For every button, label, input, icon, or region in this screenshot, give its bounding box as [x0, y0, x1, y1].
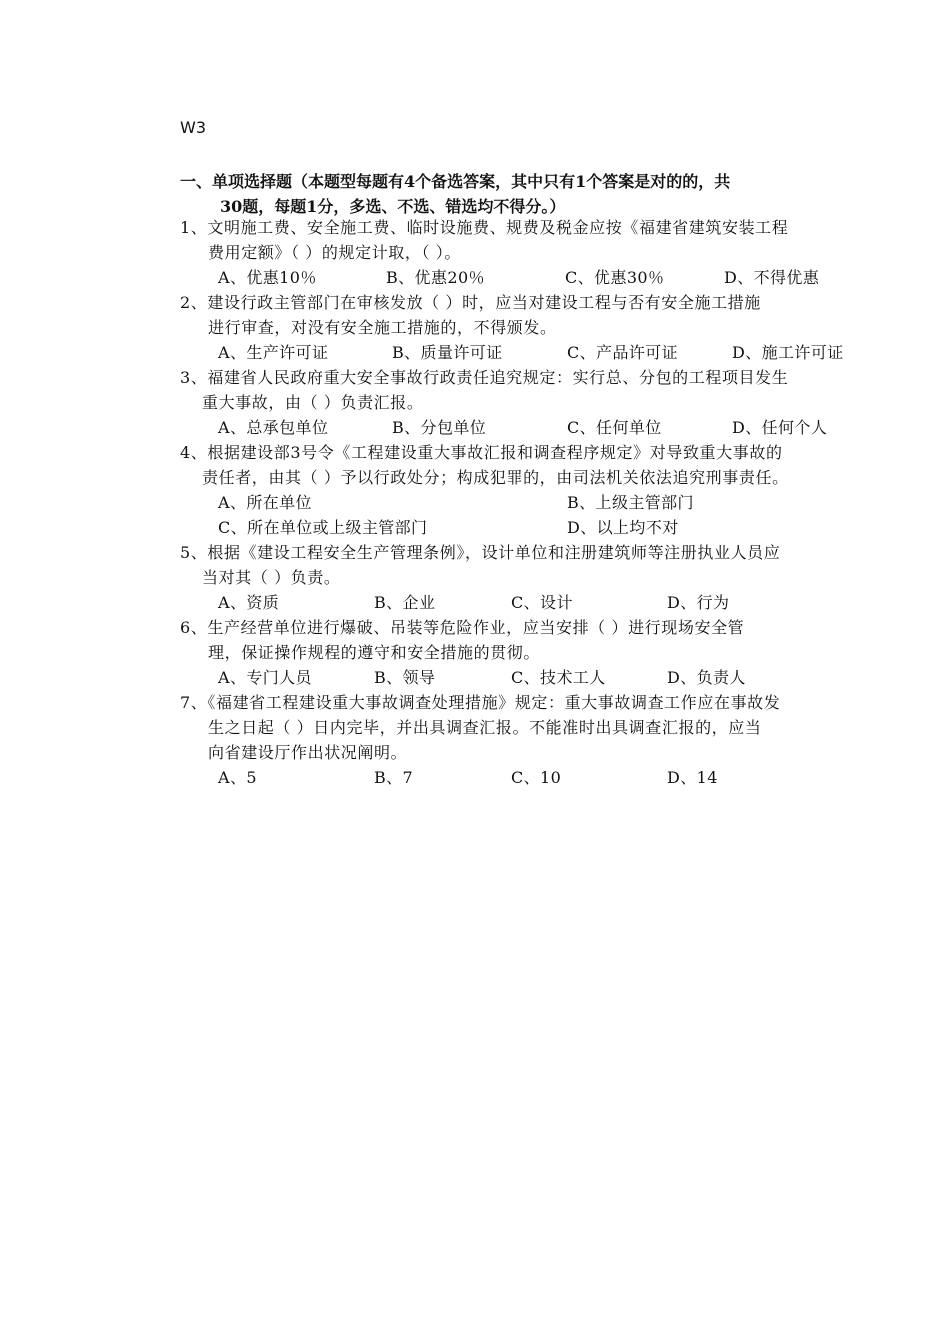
question-text: 责任者，由其（ ）予以行政处分；构成犯罪的，由司法机关依法追究刑事责任。: [202, 468, 789, 487]
option-row: [180, 765, 870, 790]
question-text: 理，保证操作规程的遵守和安全措施的贯彻。: [208, 643, 541, 662]
option-c: C、所在单位或上级主管部门: [218, 518, 428, 537]
question-text: 3、福建省人民政府重大安全事故行政责任追究规定：实行总、分包的工程项目发生: [180, 368, 789, 387]
option-b: B、质量许可证: [392, 343, 503, 362]
option-d: D、以上均不对: [567, 518, 679, 537]
question-text: 向省建设厅作出状况阐明。: [208, 743, 408, 762]
option-row: [180, 340, 870, 365]
question-5: [180, 540, 870, 615]
section-heading-line-2: 30题，每题1分，多选、不选、错选均不得分。）: [220, 197, 566, 216]
option-b: B、上级主管部门: [567, 493, 694, 512]
option-c: C、10: [511, 768, 562, 787]
option-c: C、优惠30％: [565, 268, 665, 287]
question-7: [180, 690, 870, 790]
option-d: D、行为: [667, 593, 730, 612]
option-d: D、负责人: [667, 668, 746, 687]
option-d: D、施工许可证: [732, 343, 844, 362]
question-3: [180, 365, 870, 440]
question-text: 6、生产经营单位进行爆破、吊装等危险作业，应当安排（ ）进行现场安全管: [180, 618, 745, 637]
option-b: B、分包单位: [392, 418, 487, 437]
option-d: D、不得优惠: [724, 268, 820, 287]
option-a: A、5: [218, 768, 257, 787]
question-text: 生之日起（ ）日内完毕，并出具调查汇报。不能准时出具调查汇报的，应当: [208, 718, 762, 737]
option-a: A、专门人员: [218, 668, 312, 687]
question-text: 重大事故，由（ ）负责汇报。: [202, 393, 424, 412]
option-a: A、所在单位: [218, 493, 312, 512]
section-heading-line-1: 一、单项选择题（本题型每题有4个备选答案，其中只有1个答案是对的的，共: [180, 172, 731, 191]
option-c: C、设计: [511, 593, 573, 612]
option-c: C、任何单位: [567, 418, 662, 437]
option-a: A、资质: [218, 593, 280, 612]
option-d: D、任何个人: [732, 418, 828, 437]
option-b: B、领导: [374, 668, 436, 687]
section-heading: [180, 169, 870, 219]
question-text: 4、根据建设部3号令《工程建设重大事故汇报和调查程序规定》对导致重大事故的: [180, 443, 783, 462]
question-2: [180, 290, 870, 365]
question-text: 当对其（ ）负责。: [202, 568, 341, 587]
question-text: 进行审查，对没有安全施工措施的，不得颁发。: [208, 318, 557, 337]
question-list: [180, 215, 870, 790]
option-a: A、生产许可证: [218, 343, 329, 362]
option-row: [180, 590, 870, 615]
question-text: 7、《福建省工程建设重大事故调查处理措施》规定：重大事故调查工作应在事故发: [180, 693, 781, 712]
option-row: [180, 415, 870, 440]
question-6: [180, 615, 870, 690]
option-a: A、优惠10％: [218, 268, 317, 287]
question-1: [180, 215, 870, 290]
option-c: C、技术工人: [511, 668, 606, 687]
question-text: 1、文明施工费、安全施工费、临时设施费、规费及税金应按《福建省建筑安装工程: [180, 218, 789, 237]
option-a: A、总承包单位: [218, 418, 329, 437]
option-row: [180, 265, 870, 290]
question-4: [180, 440, 870, 540]
option-row: [180, 515, 870, 540]
option-b: B、企业: [374, 593, 436, 612]
question-text: 2、建设行政主管部门在审核发放（ ）时，应当对建设工程与否有安全施工措施: [180, 293, 761, 312]
option-c: C、产品许可证: [567, 343, 679, 362]
document-code: W3: [180, 118, 206, 137]
option-row: [180, 490, 870, 515]
option-b: B、7: [374, 768, 414, 787]
option-d: D、14: [667, 768, 718, 787]
option-row: [180, 665, 870, 690]
question-text: 费用定额》（ ）的规定计取，（ ）。: [208, 243, 461, 262]
option-b: B、优惠20％: [386, 268, 485, 287]
question-text: 5、根据《建设工程安全生产管理条例》，设计单位和注册建筑师等注册执业人员应: [180, 543, 781, 562]
